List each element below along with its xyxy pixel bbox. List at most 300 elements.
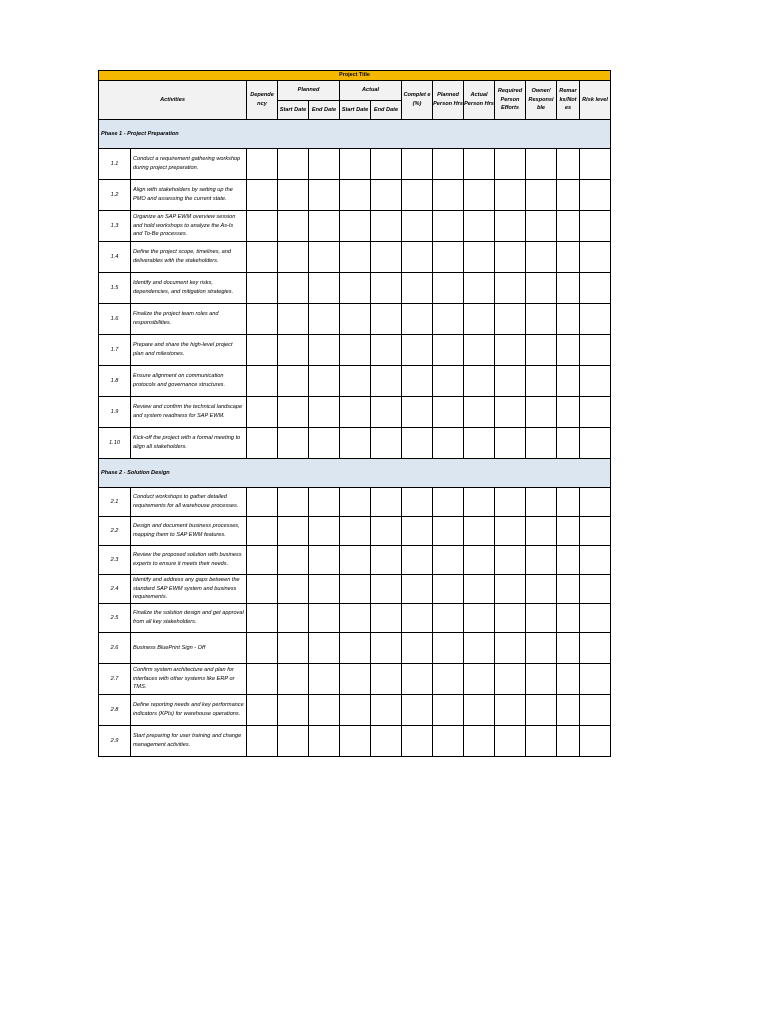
header-actual-start: Start Date — [340, 101, 371, 120]
empty-cell[interactable] — [433, 575, 464, 604]
empty-cell[interactable] — [526, 304, 557, 335]
empty-cell[interactable] — [433, 304, 464, 335]
activity-number: 1.10 — [99, 428, 131, 459]
table-row — [99, 575, 611, 604]
empty-cell[interactable] — [557, 397, 580, 428]
empty-cell[interactable] — [495, 211, 526, 242]
empty-cell[interactable] — [495, 273, 526, 304]
empty-cell[interactable] — [495, 604, 526, 633]
empty-cell[interactable] — [371, 149, 402, 180]
empty-cell[interactable] — [371, 575, 402, 604]
empty-cell[interactable] — [557, 604, 580, 633]
activity-description: Define reporting needs and key performance indicators (KPIs) for warehouse operations. — [131, 695, 247, 726]
empty-cell[interactable] — [433, 242, 464, 273]
empty-cell[interactable] — [433, 273, 464, 304]
empty-cell[interactable] — [371, 726, 402, 757]
empty-cell[interactable] — [580, 664, 611, 695]
empty-cell[interactable] — [402, 242, 433, 273]
empty-cell[interactable] — [402, 180, 433, 211]
empty-cell[interactable] — [464, 149, 495, 180]
empty-cell[interactable] — [371, 664, 402, 695]
activity-description: Organize an SAP EWM overview session and hold workshops to analyze the As-Is and To-Be processes. — [131, 211, 247, 242]
empty-cell[interactable] — [495, 242, 526, 273]
table-row — [99, 180, 611, 211]
empty-cell[interactable] — [557, 180, 580, 211]
empty-cell[interactable] — [557, 517, 580, 546]
empty-cell[interactable] — [580, 304, 611, 335]
empty-cell[interactable] — [371, 633, 402, 664]
empty-cell[interactable] — [247, 149, 278, 180]
empty-cell[interactable] — [433, 428, 464, 459]
empty-cell[interactable] — [464, 517, 495, 546]
empty-cell[interactable] — [340, 242, 371, 273]
empty-cell[interactable] — [340, 604, 371, 633]
empty-cell[interactable] — [309, 273, 340, 304]
empty-cell[interactable] — [557, 304, 580, 335]
activity-description: Define the project scope, timelines, and deliverables with the stakeholders. — [131, 242, 247, 273]
empty-cell[interactable] — [278, 273, 309, 304]
empty-cell[interactable] — [309, 428, 340, 459]
table-row — [99, 397, 611, 428]
empty-cell[interactable] — [557, 149, 580, 180]
empty-cell[interactable] — [557, 242, 580, 273]
header-owner: Owner/ Responsi ble — [526, 81, 557, 120]
empty-cell[interactable] — [247, 575, 278, 604]
empty-cell[interactable] — [402, 397, 433, 428]
table-row — [99, 726, 611, 757]
phase-row — [99, 120, 611, 149]
empty-cell[interactable] — [580, 273, 611, 304]
empty-cell[interactable] — [433, 366, 464, 397]
empty-cell[interactable] — [402, 304, 433, 335]
empty-cell[interactable] — [278, 304, 309, 335]
empty-cell[interactable] — [580, 242, 611, 273]
empty-cell[interactable] — [247, 211, 278, 242]
empty-cell[interactable] — [371, 304, 402, 335]
empty-cell[interactable] — [247, 488, 278, 517]
empty-cell[interactable] — [278, 397, 309, 428]
empty-cell[interactable] — [557, 633, 580, 664]
table-row — [99, 304, 611, 335]
empty-cell[interactable] — [557, 726, 580, 757]
empty-cell[interactable] — [278, 546, 309, 575]
project-plan-sheet — [98, 70, 611, 757]
empty-cell[interactable] — [557, 335, 580, 366]
empty-cell[interactable] — [340, 664, 371, 695]
empty-cell[interactable] — [340, 273, 371, 304]
activity-number: 1.2 — [99, 180, 131, 211]
empty-cell[interactable] — [371, 211, 402, 242]
empty-cell[interactable] — [247, 604, 278, 633]
empty-cell[interactable] — [340, 366, 371, 397]
empty-cell[interactable] — [340, 149, 371, 180]
header-risk-level: Risk level — [580, 81, 611, 120]
empty-cell[interactable] — [340, 304, 371, 335]
empty-cell[interactable] — [526, 604, 557, 633]
empty-cell[interactable] — [495, 546, 526, 575]
empty-cell[interactable] — [526, 575, 557, 604]
empty-cell[interactable] — [464, 397, 495, 428]
empty-cell[interactable] — [309, 366, 340, 397]
table-row — [99, 633, 611, 664]
empty-cell[interactable] — [371, 180, 402, 211]
empty-cell[interactable] — [340, 211, 371, 242]
empty-cell[interactable] — [278, 428, 309, 459]
table-row — [99, 149, 611, 180]
empty-cell[interactable] — [557, 211, 580, 242]
activity-description: Finalize the project team roles and responsibilities. — [131, 304, 247, 335]
empty-cell[interactable] — [340, 726, 371, 757]
empty-cell[interactable] — [433, 633, 464, 664]
activity-number: 2.3 — [99, 546, 131, 575]
empty-cell[interactable] — [464, 242, 495, 273]
empty-cell[interactable] — [557, 428, 580, 459]
empty-cell[interactable] — [402, 335, 433, 366]
empty-cell[interactable] — [495, 726, 526, 757]
empty-cell[interactable] — [433, 664, 464, 695]
empty-cell[interactable] — [402, 273, 433, 304]
empty-cell[interactable] — [371, 397, 402, 428]
header-required-person-efforts: Required Person Efforts — [495, 81, 526, 120]
empty-cell[interactable] — [309, 546, 340, 575]
empty-cell[interactable] — [580, 366, 611, 397]
empty-cell[interactable] — [495, 149, 526, 180]
empty-cell[interactable] — [495, 695, 526, 726]
empty-cell[interactable] — [278, 366, 309, 397]
activity-description: Prepare and share the high-level project plan and milestones. — [131, 335, 247, 366]
empty-cell[interactable] — [402, 211, 433, 242]
empty-cell[interactable] — [464, 273, 495, 304]
empty-cell[interactable] — [309, 211, 340, 242]
empty-cell[interactable] — [433, 695, 464, 726]
empty-cell[interactable] — [247, 335, 278, 366]
table-row — [99, 517, 611, 546]
empty-cell[interactable] — [340, 397, 371, 428]
empty-cell[interactable] — [340, 546, 371, 575]
empty-cell[interactable] — [278, 335, 309, 366]
empty-cell[interactable] — [340, 335, 371, 366]
empty-cell[interactable] — [464, 546, 495, 575]
empty-cell[interactable] — [402, 149, 433, 180]
empty-cell[interactable] — [580, 726, 611, 757]
empty-cell[interactable] — [278, 575, 309, 604]
empty-cell[interactable] — [371, 604, 402, 633]
empty-cell[interactable] — [371, 273, 402, 304]
empty-cell[interactable] — [495, 304, 526, 335]
empty-cell[interactable] — [309, 304, 340, 335]
activity-description: Review and confirm the technical landscape and system readiness for SAP EWM. — [131, 397, 247, 428]
empty-cell[interactable] — [309, 695, 340, 726]
empty-cell[interactable] — [371, 366, 402, 397]
empty-cell[interactable] — [464, 575, 495, 604]
empty-cell[interactable] — [309, 604, 340, 633]
empty-cell[interactable] — [402, 517, 433, 546]
empty-cell[interactable] — [557, 273, 580, 304]
empty-cell[interactable] — [247, 695, 278, 726]
empty-cell[interactable] — [526, 273, 557, 304]
empty-cell[interactable] — [464, 211, 495, 242]
empty-cell[interactable] — [580, 211, 611, 242]
empty-cell[interactable] — [464, 604, 495, 633]
empty-cell[interactable] — [580, 575, 611, 604]
empty-cell[interactable] — [309, 517, 340, 546]
activity-number: 2.2 — [99, 517, 131, 546]
table-row — [99, 366, 611, 397]
activity-description: Start preparing for user training and change management activities. — [131, 726, 247, 757]
empty-cell[interactable] — [526, 633, 557, 664]
empty-cell[interactable] — [580, 149, 611, 180]
activity-description: Review the proposed solution with business experts to ensure it meets their needs. — [131, 546, 247, 575]
header-planned: Planned — [278, 81, 340, 101]
project-plan-table — [98, 70, 611, 757]
phase-title: Phase 2 - Solution Design — [99, 459, 611, 488]
empty-cell[interactable] — [402, 726, 433, 757]
empty-cell[interactable] — [340, 488, 371, 517]
empty-cell[interactable] — [402, 428, 433, 459]
header-complete: Complet e (%) — [402, 81, 433, 120]
empty-cell[interactable] — [278, 604, 309, 633]
empty-cell[interactable] — [495, 517, 526, 546]
empty-cell[interactable] — [433, 488, 464, 517]
empty-cell[interactable] — [557, 575, 580, 604]
activity-description: Identify and address any gaps between the standard SAP EWM system and business requirements. — [131, 575, 247, 604]
empty-cell[interactable] — [464, 180, 495, 211]
table-row — [99, 664, 611, 695]
empty-cell[interactable] — [278, 664, 309, 695]
activity-number: 1.5 — [99, 273, 131, 304]
empty-cell[interactable] — [526, 366, 557, 397]
empty-cell[interactable] — [526, 664, 557, 695]
empty-cell[interactable] — [309, 726, 340, 757]
empty-cell[interactable] — [402, 575, 433, 604]
empty-cell[interactable] — [580, 695, 611, 726]
empty-cell[interactable] — [340, 180, 371, 211]
empty-cell[interactable] — [247, 546, 278, 575]
table-row — [99, 335, 611, 366]
empty-cell[interactable] — [526, 397, 557, 428]
empty-cell[interactable] — [464, 633, 495, 664]
empty-cell[interactable] — [278, 488, 309, 517]
empty-cell[interactable] — [371, 428, 402, 459]
empty-cell[interactable] — [371, 546, 402, 575]
empty-cell[interactable] — [526, 335, 557, 366]
table-row — [99, 695, 611, 726]
empty-cell[interactable] — [371, 242, 402, 273]
empty-cell[interactable] — [247, 366, 278, 397]
empty-cell[interactable] — [580, 335, 611, 366]
activity-number: 2.5 — [99, 604, 131, 633]
empty-cell[interactable] — [309, 488, 340, 517]
table-row — [99, 211, 611, 242]
empty-cell[interactable] — [278, 726, 309, 757]
activity-description: Align with stakeholders by setting up the PMO and assessing the current state. — [131, 180, 247, 211]
activity-description: Ensure alignment on communication protocols and governance structures. — [131, 366, 247, 397]
empty-cell[interactable] — [433, 604, 464, 633]
activity-number: 1.9 — [99, 397, 131, 428]
empty-cell[interactable] — [247, 273, 278, 304]
empty-cell[interactable] — [464, 335, 495, 366]
empty-cell[interactable] — [433, 211, 464, 242]
empty-cell[interactable] — [495, 366, 526, 397]
empty-cell[interactable] — [402, 664, 433, 695]
empty-cell[interactable] — [495, 397, 526, 428]
empty-cell[interactable] — [309, 335, 340, 366]
empty-cell[interactable] — [580, 488, 611, 517]
empty-cell[interactable] — [278, 180, 309, 211]
empty-cell[interactable] — [309, 149, 340, 180]
empty-cell[interactable] — [402, 604, 433, 633]
empty-cell[interactable] — [402, 366, 433, 397]
empty-cell[interactable] — [580, 517, 611, 546]
empty-cell[interactable] — [433, 726, 464, 757]
empty-cell[interactable] — [580, 180, 611, 211]
empty-cell[interactable] — [340, 575, 371, 604]
empty-cell[interactable] — [580, 397, 611, 428]
empty-cell[interactable] — [433, 517, 464, 546]
empty-cell[interactable] — [464, 428, 495, 459]
activity-number: 2.8 — [99, 695, 131, 726]
empty-cell[interactable] — [371, 517, 402, 546]
empty-cell[interactable] — [340, 633, 371, 664]
header-planned-start: Start Date — [278, 101, 309, 120]
empty-cell[interactable] — [309, 633, 340, 664]
activity-number: 1.4 — [99, 242, 131, 273]
empty-cell[interactable] — [526, 211, 557, 242]
header-activities: Activities — [99, 81, 247, 120]
empty-cell[interactable] — [464, 664, 495, 695]
empty-cell[interactable] — [433, 335, 464, 366]
header-planned-person-hrs: Planned Person Hrs — [433, 81, 464, 120]
empty-cell[interactable] — [309, 180, 340, 211]
activity-description: Business BluePrint Sign - Off — [131, 633, 247, 664]
empty-cell[interactable] — [309, 397, 340, 428]
empty-cell[interactable] — [278, 695, 309, 726]
empty-cell[interactable] — [371, 488, 402, 517]
header-actual-person-hrs: Actual Person Hrs — [464, 81, 495, 120]
empty-cell[interactable] — [557, 695, 580, 726]
empty-cell[interactable] — [526, 517, 557, 546]
empty-cell[interactable] — [433, 397, 464, 428]
empty-cell[interactable] — [495, 488, 526, 517]
empty-cell[interactable] — [402, 633, 433, 664]
empty-cell[interactable] — [402, 546, 433, 575]
empty-cell[interactable] — [309, 575, 340, 604]
empty-cell[interactable] — [340, 428, 371, 459]
table-row — [99, 546, 611, 575]
empty-cell[interactable] — [557, 664, 580, 695]
empty-cell[interactable] — [495, 428, 526, 459]
empty-cell[interactable] — [278, 242, 309, 273]
activity-description: Finalize the solution design and get approval from all key stakeholders. — [131, 604, 247, 633]
empty-cell[interactable] — [526, 180, 557, 211]
empty-cell[interactable] — [464, 488, 495, 517]
empty-cell[interactable] — [557, 546, 580, 575]
empty-cell[interactable] — [464, 726, 495, 757]
activity-number: 2.1 — [99, 488, 131, 517]
empty-cell[interactable] — [278, 149, 309, 180]
empty-cell[interactable] — [340, 695, 371, 726]
table-body — [99, 120, 611, 757]
activity-number: 1.7 — [99, 335, 131, 366]
empty-cell[interactable] — [278, 517, 309, 546]
empty-cell[interactable] — [247, 428, 278, 459]
activity-description: Kick-off the project with a formal meeting to align all stakeholders. — [131, 428, 247, 459]
empty-cell[interactable] — [247, 180, 278, 211]
activity-number: 2.6 — [99, 633, 131, 664]
activity-description: Identify and document key risks, dependencies, and mitigation strategies. — [131, 273, 247, 304]
table-row — [99, 488, 611, 517]
empty-cell[interactable] — [340, 517, 371, 546]
table-row — [99, 273, 611, 304]
empty-cell[interactable] — [247, 664, 278, 695]
empty-cell[interactable] — [495, 575, 526, 604]
empty-cell[interactable] — [557, 366, 580, 397]
empty-cell[interactable] — [464, 366, 495, 397]
empty-cell[interactable] — [526, 695, 557, 726]
activity-number: 2.4 — [99, 575, 131, 604]
empty-cell[interactable] — [557, 488, 580, 517]
empty-cell[interactable] — [526, 488, 557, 517]
empty-cell[interactable] — [433, 149, 464, 180]
phase-title: Phase 1 - Project Preparation — [99, 120, 611, 149]
empty-cell[interactable] — [247, 397, 278, 428]
empty-cell[interactable] — [526, 428, 557, 459]
empty-cell[interactable] — [247, 304, 278, 335]
empty-cell[interactable] — [433, 546, 464, 575]
empty-cell[interactable] — [278, 211, 309, 242]
empty-cell[interactable] — [580, 546, 611, 575]
empty-cell[interactable] — [526, 546, 557, 575]
table-row — [99, 242, 611, 273]
header-actual-end: End Date — [371, 101, 402, 120]
empty-cell[interactable] — [247, 242, 278, 273]
empty-cell[interactable] — [495, 664, 526, 695]
activity-number: 1.6 — [99, 304, 131, 335]
activity-number: 1.8 — [99, 366, 131, 397]
empty-cell[interactable] — [495, 335, 526, 366]
empty-cell[interactable] — [309, 664, 340, 695]
empty-cell[interactable] — [526, 726, 557, 757]
empty-cell[interactable] — [309, 242, 340, 273]
empty-cell[interactable] — [247, 633, 278, 664]
header-actual: Actual — [340, 81, 402, 101]
header-planned-end: End Date — [309, 101, 340, 120]
empty-cell[interactable] — [278, 633, 309, 664]
empty-cell[interactable] — [580, 604, 611, 633]
empty-cell[interactable] — [526, 149, 557, 180]
empty-cell[interactable] — [371, 335, 402, 366]
empty-cell[interactable] — [495, 180, 526, 211]
empty-cell[interactable] — [495, 633, 526, 664]
empty-cell[interactable] — [247, 517, 278, 546]
empty-cell[interactable] — [402, 488, 433, 517]
header-dependency: Depende ncy — [247, 81, 278, 120]
empty-cell[interactable] — [464, 695, 495, 726]
table-row — [99, 604, 611, 633]
activity-number: 2.9 — [99, 726, 131, 757]
empty-cell[interactable] — [402, 695, 433, 726]
empty-cell[interactable] — [433, 180, 464, 211]
empty-cell[interactable] — [247, 726, 278, 757]
activity-number: 1.1 — [99, 149, 131, 180]
empty-cell[interactable] — [371, 695, 402, 726]
activity-description: Confirm system architecture and plan for interfaces with other systems like ERP or TMS. — [131, 664, 247, 695]
activity-number: 2.7 — [99, 664, 131, 695]
empty-cell[interactable] — [464, 304, 495, 335]
empty-cell[interactable] — [580, 633, 611, 664]
empty-cell[interactable] — [580, 428, 611, 459]
empty-cell[interactable] — [526, 242, 557, 273]
